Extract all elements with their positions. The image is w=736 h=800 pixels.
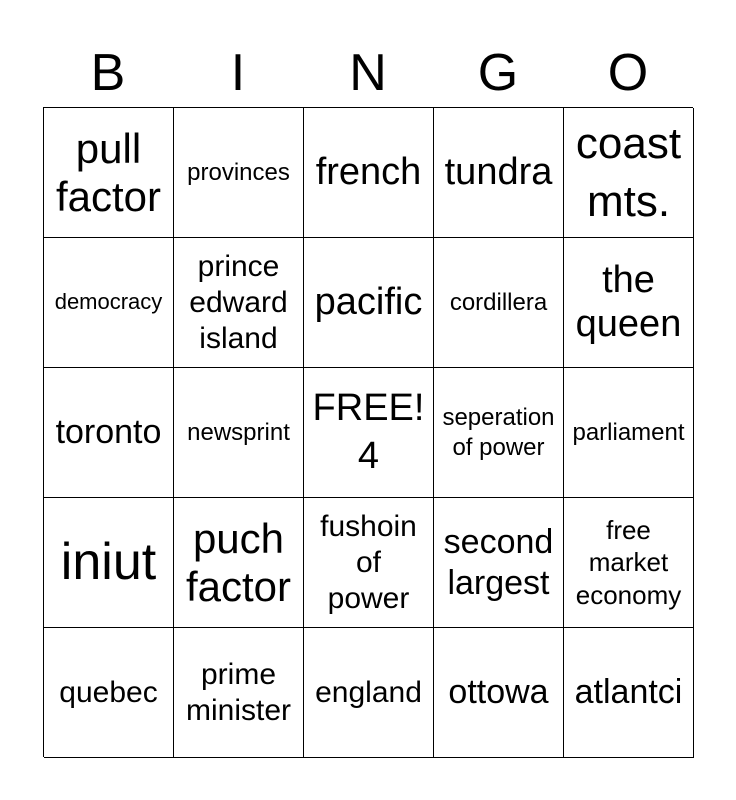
bingo-cell[interactable]: pull factor	[44, 108, 174, 238]
bingo-cell[interactable]: democracy	[44, 238, 174, 368]
bingo-cell[interactable]: the queen	[564, 238, 694, 368]
bingo-cell[interactable]: fushoin of power	[304, 498, 434, 628]
bingo-header	[43, 40, 693, 106]
bingo-cell[interactable]: prince edward island	[174, 238, 304, 368]
bingo-cell[interactable]: toronto	[44, 368, 174, 498]
free-space-cell[interactable]: FREE! 4	[304, 368, 434, 498]
header-letter-i: I	[230, 44, 246, 102]
bingo-cell[interactable]: seperation of power	[434, 368, 564, 498]
bingo-cell[interactable]: atlantci	[564, 628, 694, 758]
bingo-cell[interactable]: england	[304, 628, 434, 758]
bingo-cell[interactable]: provinces	[174, 108, 304, 238]
bingo-cell[interactable]: free market economy	[564, 498, 694, 628]
bingo-board	[43, 107, 693, 757]
header-letter-b: B	[90, 44, 126, 102]
bingo-cell[interactable]: pacific	[304, 238, 434, 368]
header-letter-g: G	[477, 44, 519, 102]
header-letter-o: O	[607, 44, 649, 102]
bingo-cell[interactable]: french	[304, 108, 434, 238]
bingo-cell[interactable]: coast mts.	[564, 108, 694, 238]
bingo-cell[interactable]: quebec	[44, 628, 174, 758]
bingo-cell[interactable]: puch factor	[174, 498, 304, 628]
header-letter-n: N	[349, 44, 387, 102]
bingo-cell[interactable]: second largest	[434, 498, 564, 628]
bingo-cell[interactable]: newsprint	[174, 368, 304, 498]
bingo-cell[interactable]: ottowa	[434, 628, 564, 758]
bingo-cell[interactable]: cordillera	[434, 238, 564, 368]
bingo-cell[interactable]: tundra	[434, 108, 564, 238]
bingo-cell[interactable]: prime minister	[174, 628, 304, 758]
bingo-cell[interactable]: iniut	[44, 498, 174, 628]
bingo-cell[interactable]: parliament	[564, 368, 694, 498]
